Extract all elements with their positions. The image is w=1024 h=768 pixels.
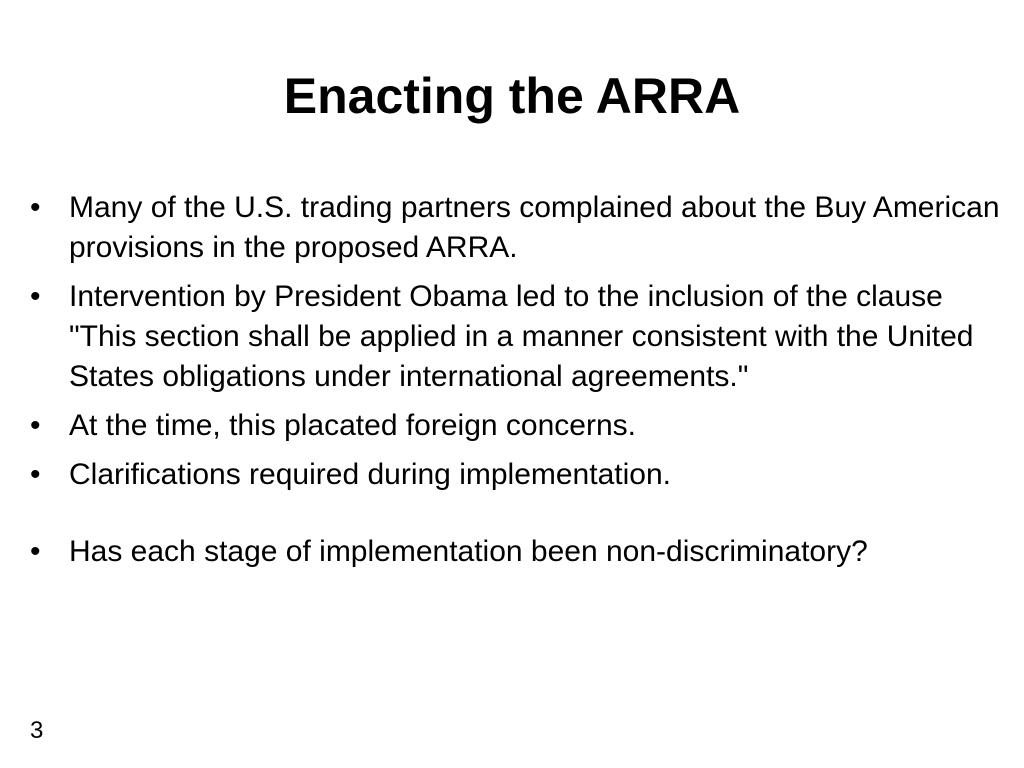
bullet-item xyxy=(30,455,1000,495)
bullet-text: Clarifications required during implementation. xyxy=(69,458,671,491)
bullet-text: Many of the U.S. trading partners complained about the Buy American provisions in the proposed ARRA. xyxy=(69,191,1000,264)
bullet-item xyxy=(30,188,1000,268)
bullet-marker: • xyxy=(30,280,41,313)
bullet-text: At the time, this placated foreign concerns. xyxy=(69,409,636,442)
bullet-marker: • xyxy=(30,409,41,442)
bullet-text: Intervention by President Obama led to the inclusion of the clause "This section shall be applied in a manner consistent with the United States obligations under international agreements." xyxy=(69,280,974,393)
bullet-item xyxy=(30,277,1000,397)
bullet-marker: • xyxy=(30,458,41,491)
bullet-marker: • xyxy=(30,191,41,224)
bullet-text: Has each stage of implementation been non-discriminatory? xyxy=(69,535,868,568)
bullet-item xyxy=(30,532,1000,572)
slide-title: Enacting the ARRA xyxy=(283,68,741,124)
bullet-item xyxy=(30,406,1000,446)
bullet-list xyxy=(30,188,1000,581)
bullet-marker: • xyxy=(30,535,41,568)
page-number: 3 xyxy=(30,717,44,744)
